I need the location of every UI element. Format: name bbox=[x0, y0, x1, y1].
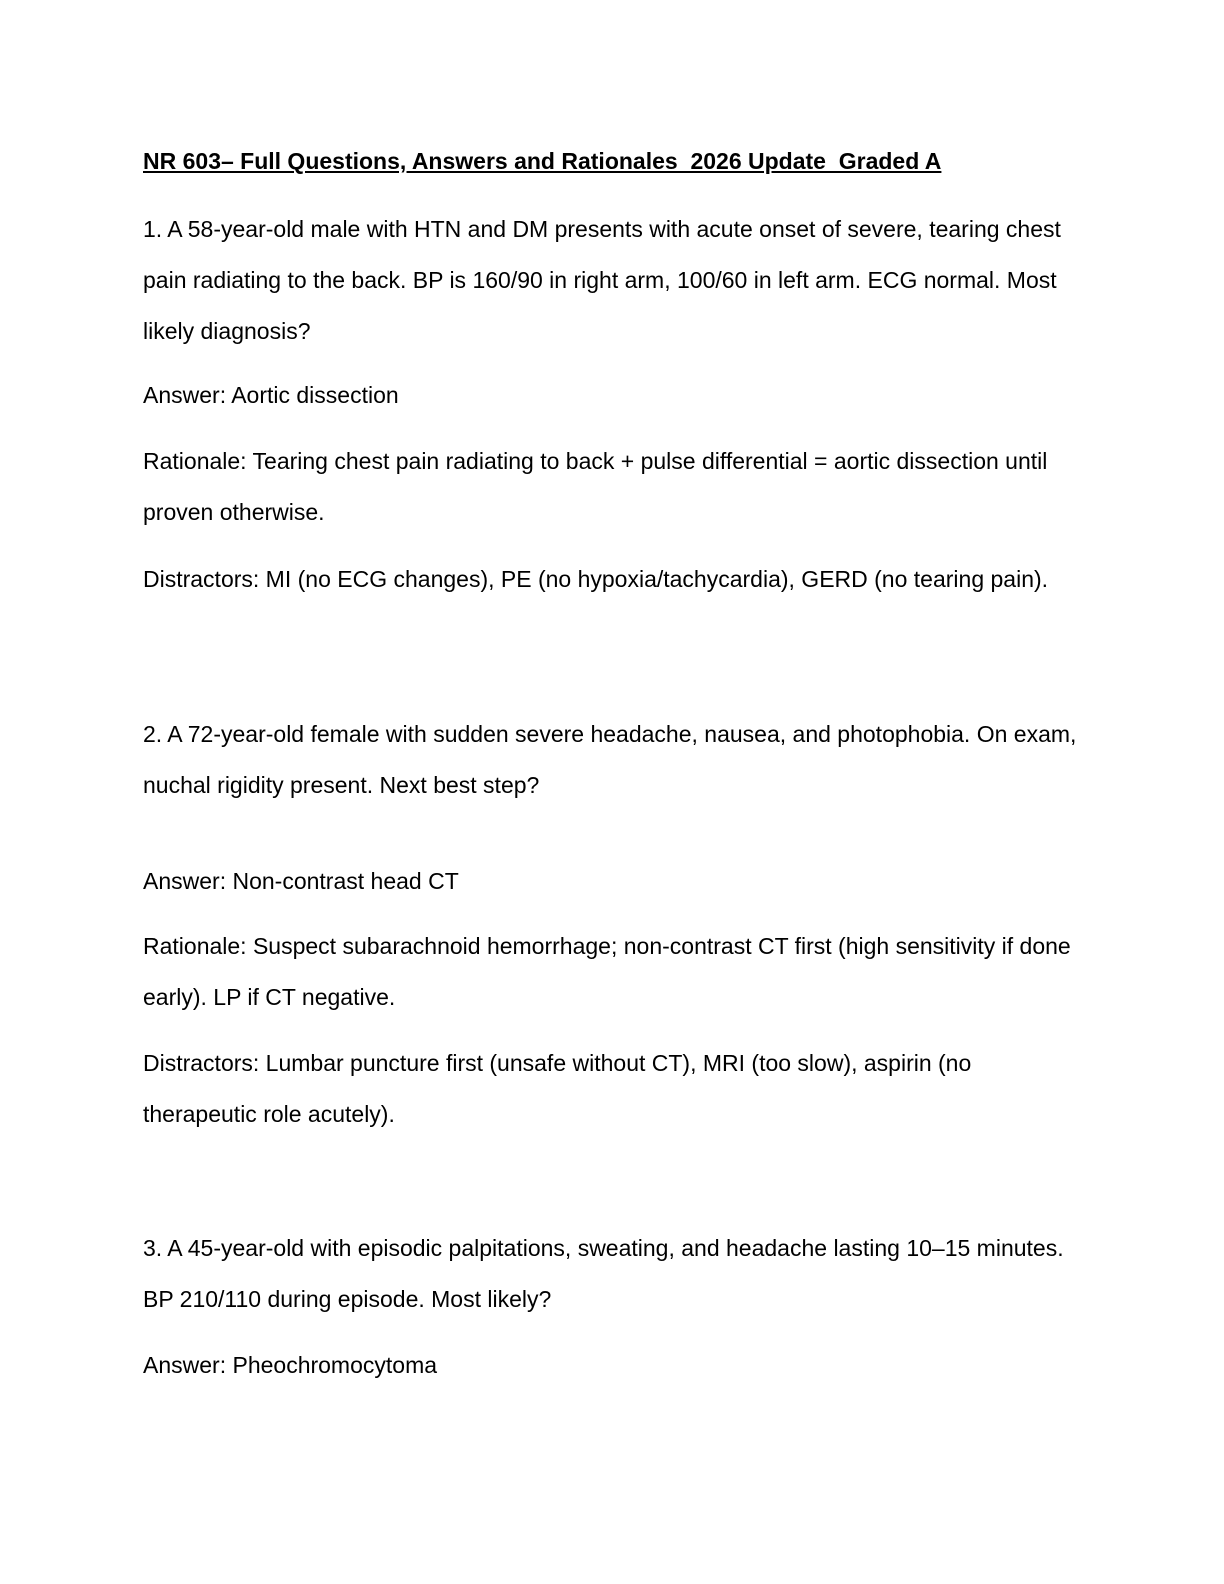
document-title: NR 603– Full Questions, Answers and Rationales 2026 Update Graded A bbox=[143, 148, 942, 174]
question-1-distractors: Distractors: MI (no ECG changes), PE (no hypoxia/tachycardia), GERD (no tearing pain). bbox=[143, 566, 1049, 592]
question-2-rationale: Rationale: Suspect subarachnoid hemorrhage; non-contrast CT first (high sensitivity if done early). LP if CT negative. bbox=[143, 933, 1071, 1010]
question-3-answer: Answer: Pheochromocytoma bbox=[143, 1352, 438, 1378]
question-1-rationale: Rationale: Tearing chest pain radiating to back + pulse differential = aortic dissection until proven otherwise. bbox=[143, 448, 1048, 525]
question-2-distractors: Distractors: Lumbar puncture first (unsafe without CT), MRI (too slow), aspirin (no therapeutic role acutely). bbox=[143, 1050, 972, 1127]
question-1-answer: Answer: Aortic dissection bbox=[143, 382, 399, 408]
question-2-text: 2. A 72-year-old female with sudden severe headache, nausea, and photophobia. On exam, nuchal rigidity present. Next best step? bbox=[143, 721, 1077, 798]
question-3-text: 3. A 45-year-old with episodic palpitations, sweating, and headache lasting 10–15 minutes. BP 210/110 during episode. Most likely? bbox=[143, 1235, 1064, 1312]
question-1-text: 1. A 58-year-old male with HTN and DM presents with acute onset of severe, tearing chest pain radiating to the back. BP is 160/90 in right arm, 100/60 in left arm. ECG normal. Most likely diagnosis? bbox=[143, 216, 1061, 344]
question-2-answer: Answer: Non-contrast head CT bbox=[143, 868, 459, 894]
